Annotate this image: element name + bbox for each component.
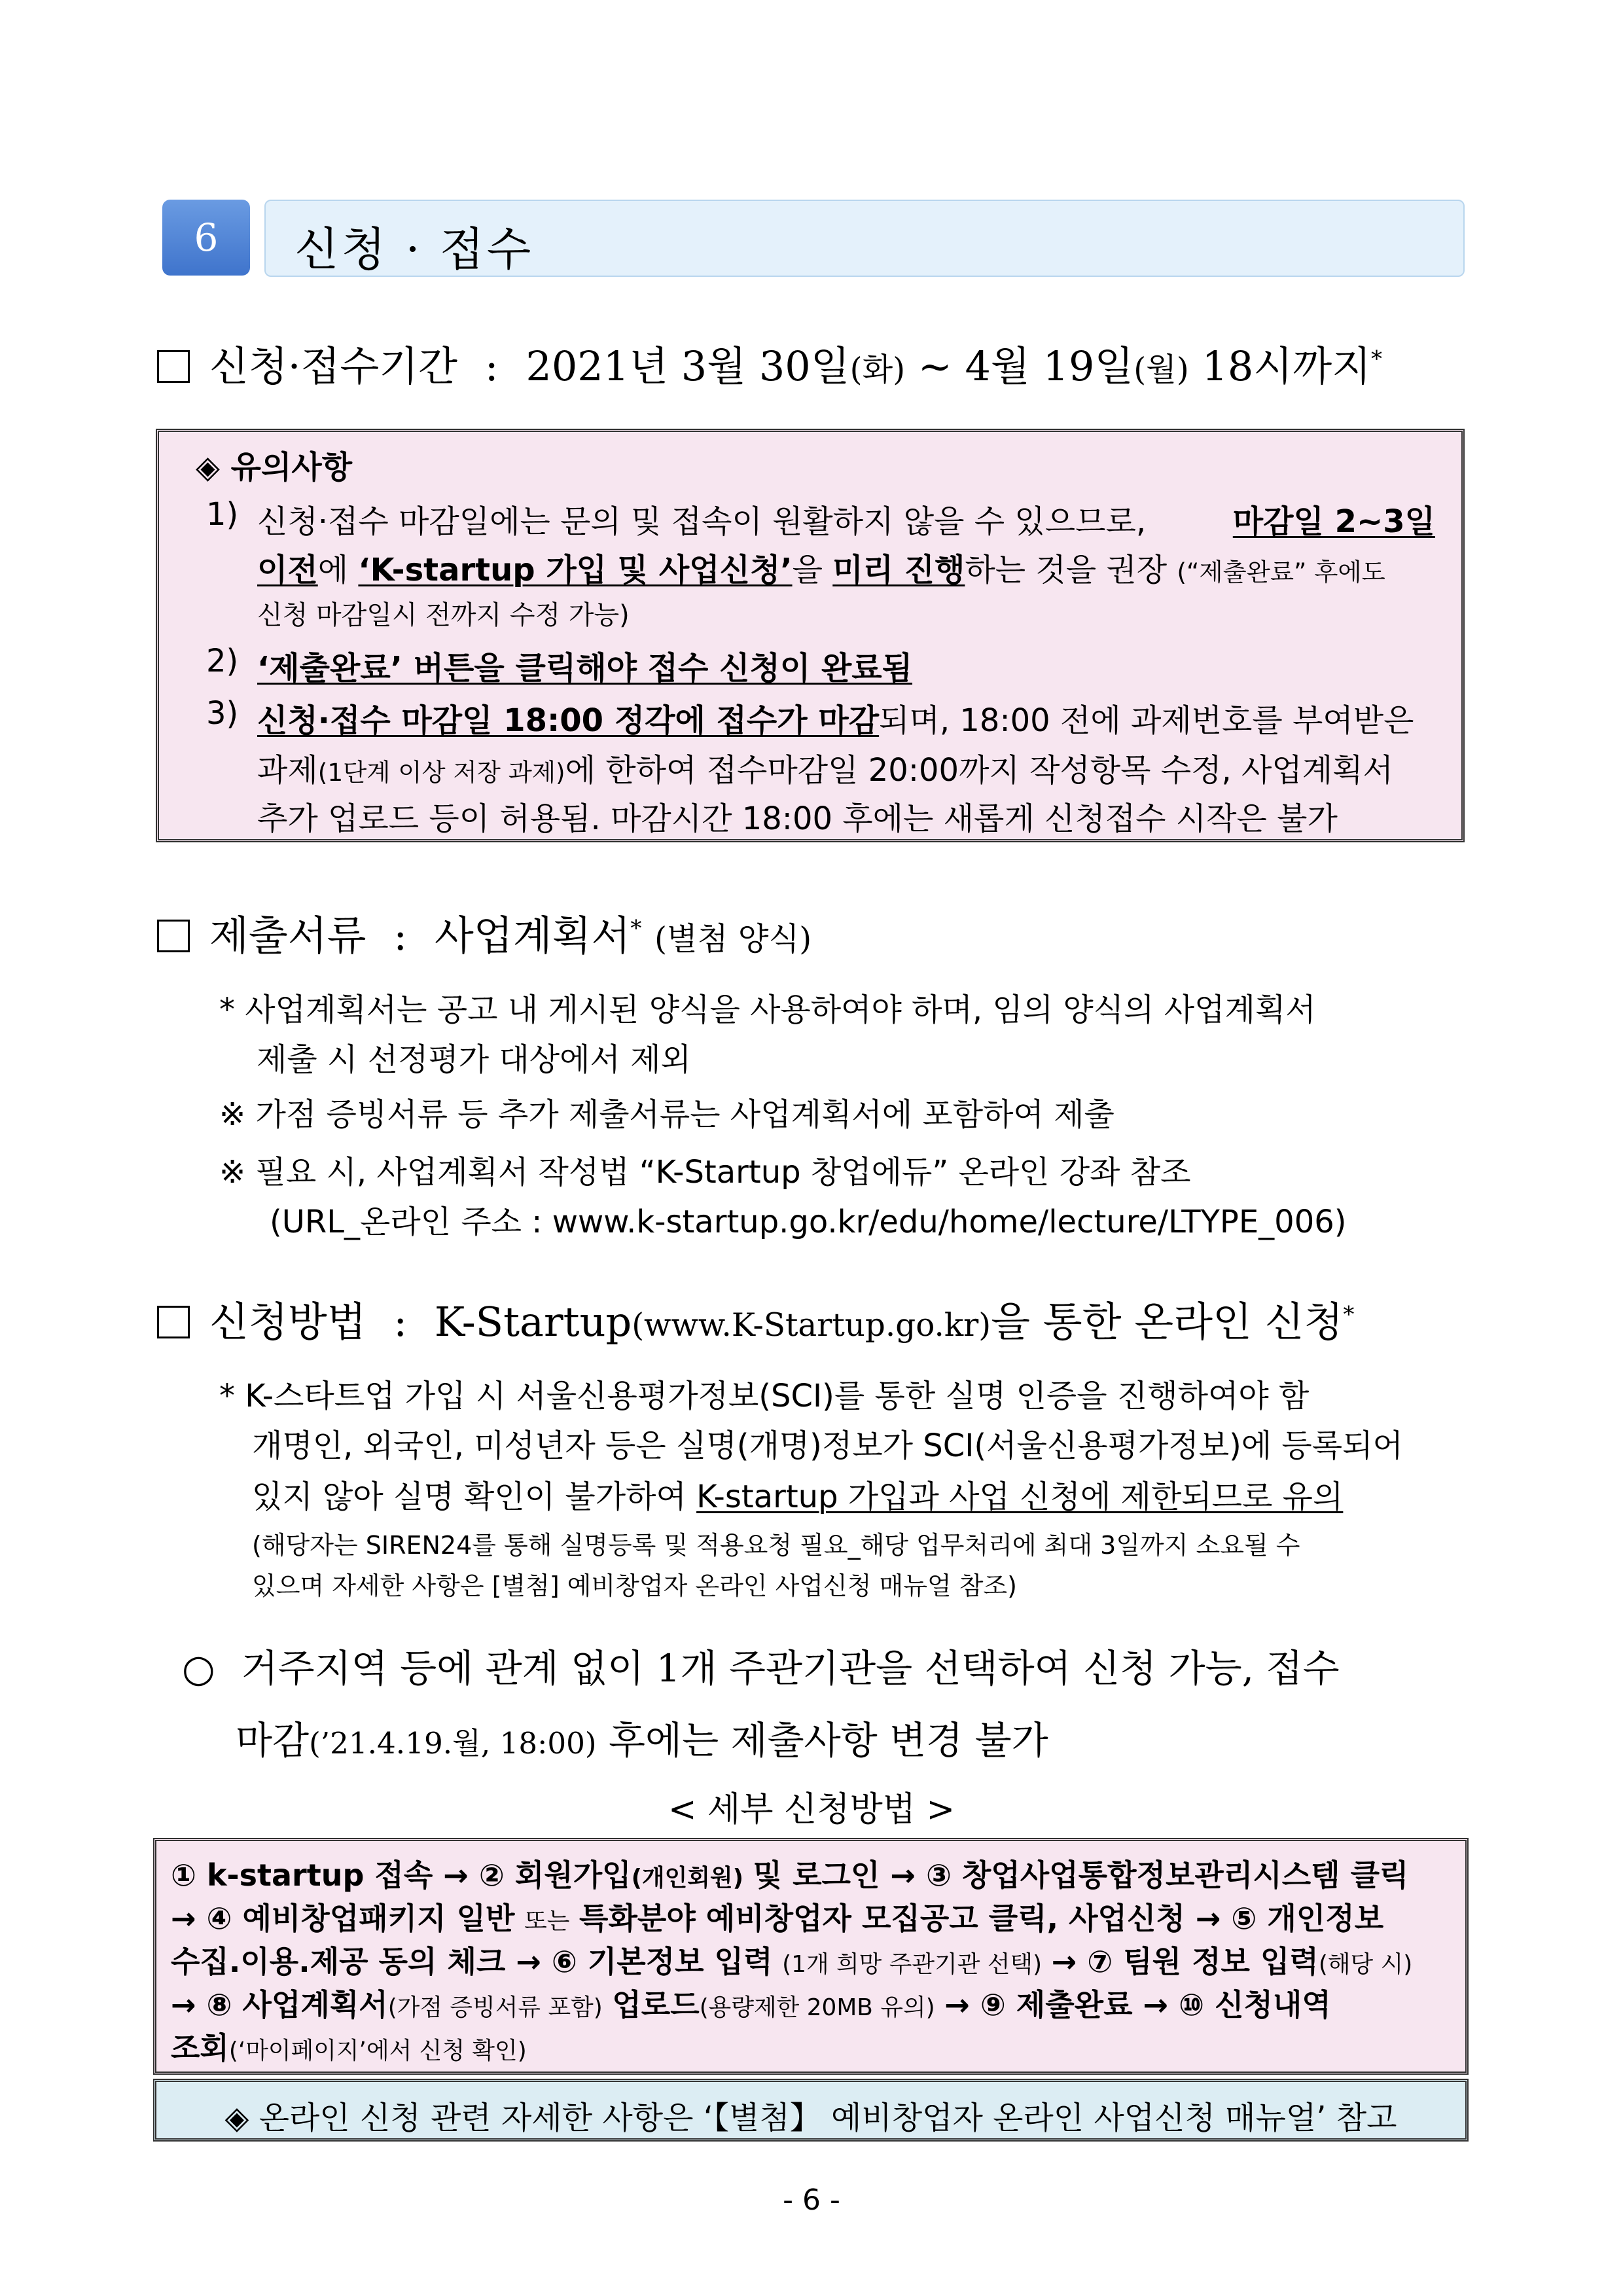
notice-item-3-line-3: 추가 업로드 등이 허용됨. 마감시간 18:00 후에는 새롭게 신청접수 시작은 불가 [257,800,1338,837]
method-note-4: (해당자는 SIREN24를 통해 실명등록 및 적용요청 필요_해당 업무처리에 최대 3일까지 소요될 수 [252,1531,1300,1560]
residence-line-1: ○ 거주지역 등에 관계 없이 1개 주관기관을 선택하여 신청 가능, 접수 [182,1646,1340,1691]
documents-note-1: * 사업계획서는 공고 내 게시된 양식을 사용하여야 하며, 임의 양식의 사업계획서 [219,992,1316,1028]
period-end-time: 18시까지 [1202,342,1372,390]
notice-item-3-line-2: 과제(1단계 이상 저장 과제)에 한하여 접수마감일 20:00까지 작성항목 수정, 사업계획서 [257,752,1393,789]
method-note-5: 있으며 자세한 사항은 [별첨] 예비창업자 온라인 사업신청 매뉴얼 참조) [252,1571,1017,1600]
period-end: 4월 19일 [965,342,1134,390]
documents-note-1b: 제출 시 선정평가 대상에서 제외 [257,1041,691,1078]
period-heading: 신청·접수기간 : 2021년 3월 30일(화) ~ 4월 19일(월) 18시까지* [157,334,1382,392]
documents-heading: 제출서류 : 사업계획서* (별첨 양식) [157,903,812,961]
documents-url: (URL_온라인 주소 : www.k-startup.go.kr/edu/home/lecture/LTYPE_006) [270,1204,1347,1240]
method-note-3: 있지 않아 실명 확인이 불가하여 K-startup 가입과 사업 신청에 제한되므로 유의 [252,1479,1344,1515]
section-title: 신청 · 접수 [294,223,534,276]
period-label: 신청·접수기간 [209,342,458,390]
checkbox-icon [157,350,190,383]
notice-item-1-line-1: 신청·접수 마감일에는 문의 및 접속이 원활하지 않을 수 있으므로, 마감일 2~3일 [257,503,1435,540]
residence-line-2: 마감(’21.4.19.월, 18:00) 후에는 제출사항 변경 불가 [236,1718,1048,1763]
documents-note-3: ※ 필요 시, 사업계획서 작성법 “K-Startup 창업에듀” 온라인 강좌 참조 [219,1154,1191,1191]
method-note-2: 개명인, 외국인, 미성년자 등은 실명(개명)정보가 SCI(서울신용평가정보)에 등록되어 [252,1427,1403,1464]
notice-title: ◈ 유의사항 [196,449,353,486]
steps-line-3: 수집.이용.제공 동의 체크 → ⑥ 기본정보 입력 (1개 희망 주관기관 선택) → ⑦ 팀원 정보 입력(해당 시) [171,1944,1413,1979]
section-title-bar [264,200,1465,277]
steps-line-1: ① k-startup 접속 → ② 회원가입(개인회원) 및 로그인 → ③ 창업사업통합정보관리시스템 클릭 [171,1857,1409,1893]
page-number: - 6 - [783,2183,840,2217]
method-heading: 신청방법 : K-Startup(www.K-Startup.go.kr)을 통한 온라인 신청* [157,1289,1354,1348]
method-note-1: * K-스타트업 가입 시 서울신용평가정보(SCI)를 통한 실명 인증을 진행하여야 함 [219,1378,1310,1414]
notice-item-2: ‘제출완료’ 버튼을 클릭해야 접수 신청이 완료됨 [257,650,913,687]
steps-box [153,1838,1469,2075]
section-number-badge: 6 [162,200,250,276]
steps-line-2: → ④ 예비창업패키지 일반 또는 특화분야 예비창업자 모집공고 클릭, 사업신청 → ⑤ 개인정보 [171,1901,1384,1936]
notice-item-3-line-1: 신청·접수 마감일 18:00 정각에 접수가 마감되며, 18:00 전에 과제번호를 부여받은 [257,702,1414,739]
reference-box [153,2079,1469,2142]
reference-text: ◈ 온라인 신청 관련 자세한 사항은 ‘【별첨】 예비창업자 온라인 사업신청 매뉴얼’ 참고 [224,2100,1397,2136]
notice-box: ◈ 유의사항 1) 신청·접수 마감일에는 문의 및 접속이 원활하지 않을 수 있으므로, 마감일 2~3일 이전에 ‘K-startup 가입 및 사업신청’을 미리 진행하는 것을 권장 (“제출완료” 후에도 신청 마감일시 전까지 수정 가능) 2) ‘제출완료’ 버튼을 클릭해야 접수 신청이 완료됨 3) 신청·접수 마감일 18:00 정각에 접수가 마감되며, 18:00 전에 과제번호를 부여받은 과제(1단계 이상 저장 과제)에 한하여 접수마감일 20:00까지 작성항목 수정, 사업계획서 추가 업로드 등이 허용됨. 마감시간 18:00 후에는 새롭게 신청접수 시작은 불가 [156,429,1465,842]
period-start: 2021년 3월 30일 [526,342,850,390]
detail-method-title: < 세부 신청방법 > [668,1790,955,1829]
notice-item-1-line-3: 신청 마감일시 전까지 수정 가능) [257,600,630,630]
checkbox-icon [157,1306,190,1338]
documents-note-2: ※ 가점 증빙서류 등 추가 제출서류는 사업계획서에 포함하여 제출 [219,1096,1115,1133]
checkbox-icon [157,920,190,952]
steps-line-4: → ⑧ 사업계획서(가점 증빙서류 포함) 업로드(용량제한 20MB 유의) → ⑨ 제출완료 → ⑩ 신청내역 [171,1987,1331,2022]
steps-line-5: 조회(‘마이페이지’에서 신청 확인) [171,2030,527,2066]
notice-item-1-line-2: 이전에 ‘K-startup 가입 및 사업신청’을 미리 진행하는 것을 권장 (“제출완료” 후에도 [257,552,1385,588]
